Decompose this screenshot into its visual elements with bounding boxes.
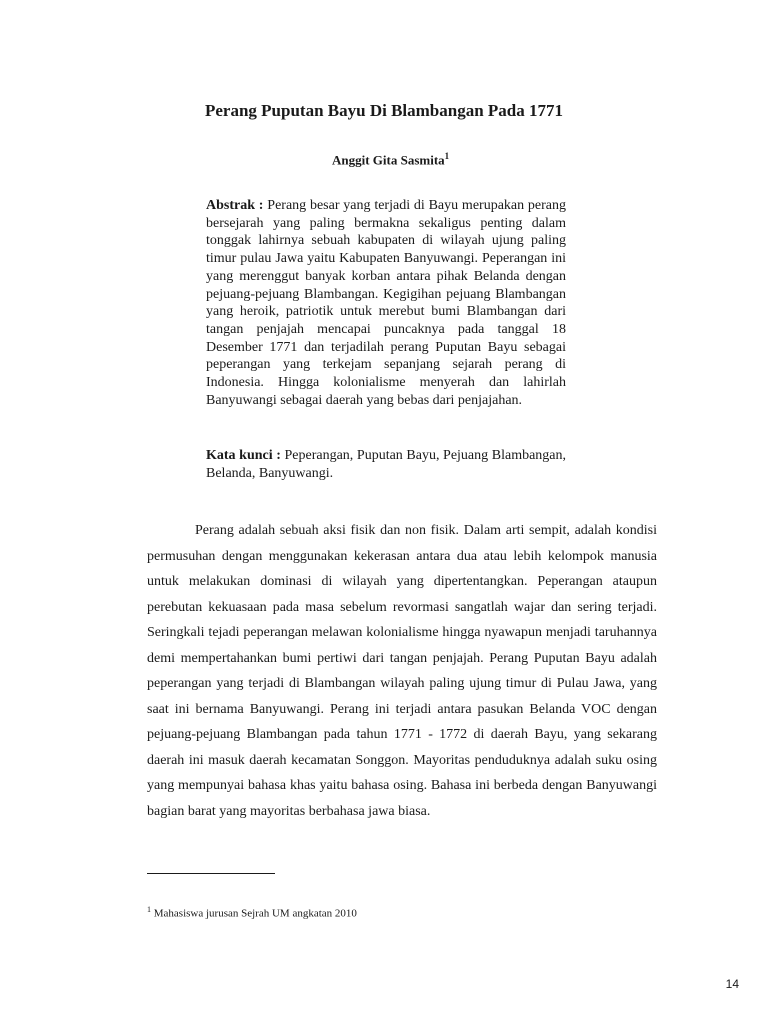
footnote-ref: 1 [147, 905, 151, 914]
keywords [206, 447, 566, 482]
footnote-separator [147, 873, 275, 874]
author-footnote-ref: 1 [444, 151, 450, 161]
body-paragraph: Perang adalah sebuah aksi fisik dan non fisik. Dalam arti sempit, adalah kondisi permusuhan dengan menggunakan kekerasan antara dua atau lebih kelompok manusia untuk melakukan dominasi di wilayah yang dipertentangkan. Peperangan ataupun perebutan kekuasaan pada masa sebelum revormasi sangatlah wajar dan sering terjadi. Seringkali tejadi peperangan melawan kolonialisme hingga nyawapun menjadi taruhannya demi mempertahankan bumi pertiwi dari tangan penjajah. Perang Puputan Bayu adalah peperangan yang terjadi di Blambangan wilayah paling ujung timur di Pulau Jawa, yang saat ini bernama Banyuwangi. Perang ini terjadi antara pasukan Belanda VOC dengan pejuang-pejuang Blambangan pada tahun 1771 - 1772 di daerah Bayu, yang sekarang daerah ini masuk daerah kecamatan Songgon. Mayoritas penduduknya adalah suku osing yang mempunyai bahasa khas yaitu bahasa osing. Bahasa ini berbeda dengan Banyuwangi bagian barat yang mayoritas berbahasa jawa biasa. [147, 523, 657, 819]
footnote-text: Mahasiswa jurusan Sejrah UM angkatan 2010 [153, 907, 357, 920]
author-name [332, 151, 449, 168]
author-name-text: Anggit Gita Sasmita [332, 152, 445, 168]
footnote [147, 905, 357, 920]
keywords-label: Kata kunci : [206, 448, 281, 463]
abstract-label: Abstrak : [206, 198, 264, 213]
abstract [206, 197, 566, 409]
paper-title: Perang Puputan Bayu Di Blambangan Pada 1771 [204, 101, 563, 120]
page-number: 14 [725, 977, 739, 991]
abstract-text: Perang besar yang terjadi di Bayu merupakan perang bersejarah yang paling bermakna sekaligus penting dalam tonggak lahirnya sebuah kabupaten di wilayah ujung paling timur pulau Jawa yaitu Kabupaten Banyuwangi. Peperangan ini yang merenggut banyak korban antara pihak Belanda dengan pejuang-pejuang Blambangan. Kegigihan pejuang Blambangan yang heroik, patriotik untuk merebut bumi Blambangan dari tangan penjajah mencapai puncaknya pada tanggal 18 Desember 1771 dan terjadilah perang Puputan Bayu sebagai peperangan yang terkejam sepanjang sejarah perang di Indonesia. Hingga kolonialisme menyerah dan lahirlah Banyuwangi sebagai daerah yang bebas dari penjajahan. [206, 198, 567, 408]
keywords-text: Peperangan, Puputan Bayu, Pejuang Blambangan, Belanda, Banyuwangi. [206, 448, 567, 481]
